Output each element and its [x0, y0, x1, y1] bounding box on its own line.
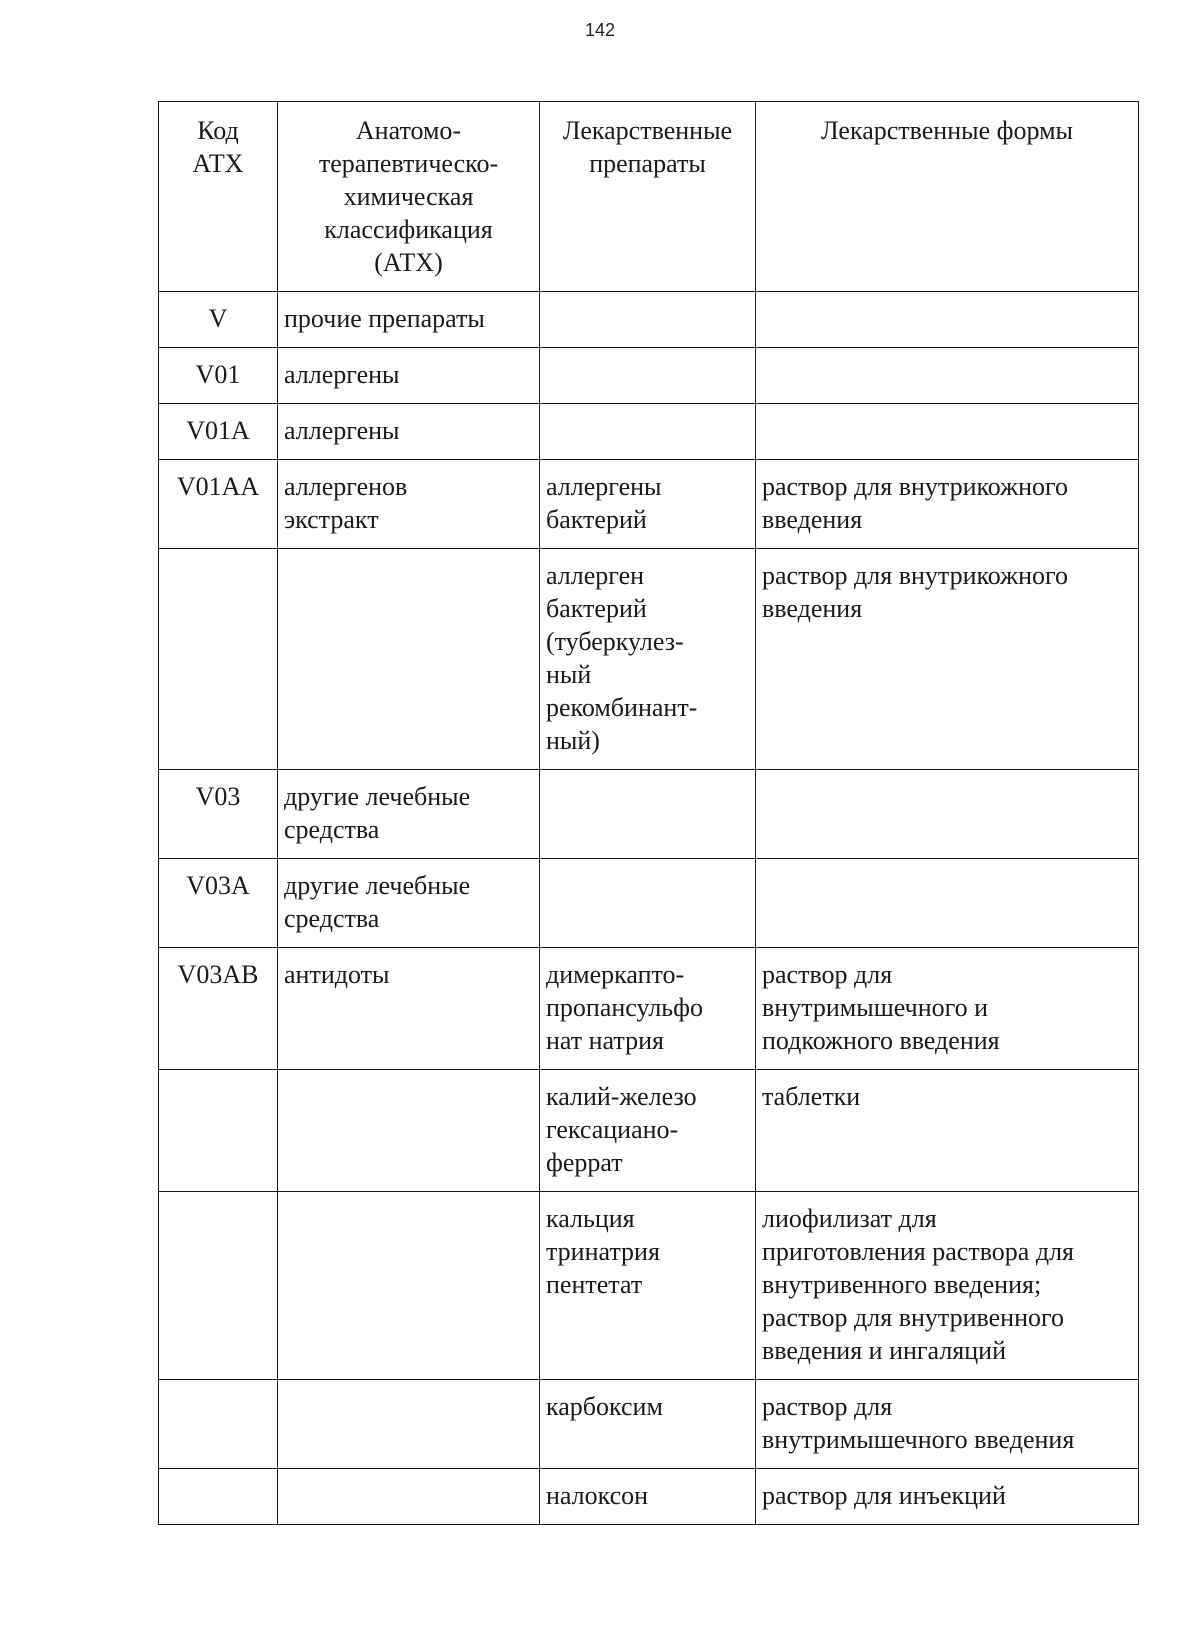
- atc-classification-table: [158, 101, 1139, 1525]
- cell-medicine: аллерген бактерий (туберкулез- ный рекомбинант- ный): [540, 549, 756, 770]
- table-row: [159, 1469, 1139, 1525]
- cell-atc-code: [159, 1192, 278, 1380]
- cell-atc-code: [159, 1070, 278, 1192]
- cell-medicine: аллергены бактерий: [540, 460, 756, 549]
- cell-classification: антидоты: [278, 948, 540, 1070]
- cell-classification: [278, 1380, 540, 1469]
- table-row: [159, 859, 1139, 948]
- cell-atc-code: V01A: [159, 404, 278, 460]
- cell-dosage-form: [756, 770, 1139, 859]
- cell-dosage-form: [756, 404, 1139, 460]
- table-row: [159, 1380, 1139, 1469]
- cell-atc-code: V: [159, 292, 278, 348]
- cell-classification: аллергены: [278, 404, 540, 460]
- cell-medicine: [540, 770, 756, 859]
- cell-atc-code: [159, 549, 278, 770]
- cell-atc-code: V03A: [159, 859, 278, 948]
- cell-classification: [278, 1469, 540, 1525]
- header-dosage-forms: Лекарственные формы: [756, 102, 1139, 292]
- cell-medicine: кальция тринатрия пентетат: [540, 1192, 756, 1380]
- cell-medicine: [540, 292, 756, 348]
- header-medicines: Лекарственные препараты: [540, 102, 756, 292]
- table-row: [159, 292, 1139, 348]
- header-atc-classification: Анатомо- терапевтическо- химическая классификация (АТХ): [278, 102, 540, 292]
- cell-medicine: [540, 859, 756, 948]
- cell-classification: [278, 549, 540, 770]
- cell-dosage-form: раствор для инъекций: [756, 1469, 1139, 1525]
- cell-medicine: калий-железо гексациано- феррат: [540, 1070, 756, 1192]
- table-row: [159, 404, 1139, 460]
- table-row: [159, 549, 1139, 770]
- table-row: [159, 948, 1139, 1070]
- cell-medicine: налоксон: [540, 1469, 756, 1525]
- cell-dosage-form: раствор для внутрикожного введения: [756, 460, 1139, 549]
- table-row: [159, 1070, 1139, 1192]
- cell-medicine: карбоксим: [540, 1380, 756, 1469]
- cell-classification: [278, 1192, 540, 1380]
- cell-classification: аллергенов экстракт: [278, 460, 540, 549]
- table-row: [159, 1192, 1139, 1380]
- cell-dosage-form: раствор для внутримышечного введения: [756, 1380, 1139, 1469]
- cell-dosage-form: таблетки: [756, 1070, 1139, 1192]
- cell-dosage-form: лиофилизат для приготовления раствора для внутривенного введения; раствор для внутривенного введения и ингаляций: [756, 1192, 1139, 1380]
- table-row: [159, 348, 1139, 404]
- cell-classification: другие лечебные средства: [278, 770, 540, 859]
- cell-atc-code: V03: [159, 770, 278, 859]
- page-number: 142: [584, 20, 616, 40]
- cell-atc-code: V01: [159, 348, 278, 404]
- cell-dosage-form: раствор для внутримышечного и подкожного введения: [756, 948, 1139, 1070]
- cell-classification: [278, 1070, 540, 1192]
- cell-dosage-form: [756, 292, 1139, 348]
- table-row: [159, 460, 1139, 549]
- cell-atc-code: V01AA: [159, 460, 278, 549]
- cell-dosage-form: раствор для внутрикожного введения: [756, 549, 1139, 770]
- header-atc-code: Код АТХ: [159, 102, 278, 292]
- cell-classification: аллергены: [278, 348, 540, 404]
- table-header-row: [159, 102, 1139, 292]
- cell-classification: прочие препараты: [278, 292, 540, 348]
- cell-atc-code: V03AB: [159, 948, 278, 1070]
- cell-atc-code: [159, 1380, 278, 1469]
- cell-dosage-form: [756, 348, 1139, 404]
- cell-medicine: димеркапто- пропансульфо нат натрия: [540, 948, 756, 1070]
- cell-atc-code: [159, 1469, 278, 1525]
- cell-classification: другие лечебные средства: [278, 859, 540, 948]
- table-row: [159, 770, 1139, 859]
- cell-dosage-form: [756, 859, 1139, 948]
- cell-medicine: [540, 348, 756, 404]
- cell-medicine: [540, 404, 756, 460]
